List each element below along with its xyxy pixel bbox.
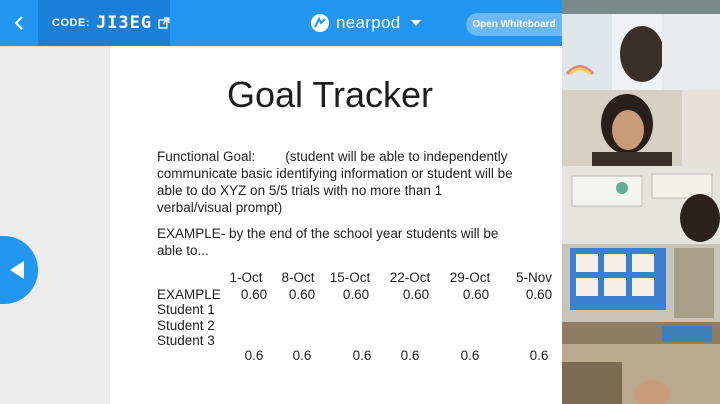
slide-area — [0, 46, 562, 404]
video-tile[interactable] — [562, 0, 720, 14]
video-tile[interactable] — [562, 166, 720, 244]
row-label: Student 2 — [157, 318, 215, 333]
goal-line: Functional Goal: (student will be able to independently — [157, 149, 508, 164]
row-label: Student 3 — [157, 333, 215, 348]
participant-video — [562, 14, 720, 90]
example-line: EXAMPLE- by the end of the school year students will be — [157, 226, 499, 241]
caret-down-icon — [411, 20, 421, 26]
table-cell: 0.60 — [462, 287, 490, 302]
goal-line: verbal/visual prompt) — [157, 200, 283, 215]
prev-slide-button[interactable] — [0, 236, 38, 304]
date-header: 22-Oct — [389, 270, 431, 285]
chevron-left-icon — [14, 15, 24, 31]
brand-menu[interactable] — [310, 0, 421, 46]
table-cell: 0.6 — [292, 348, 312, 363]
video-tile[interactable] — [562, 322, 720, 404]
table-cell: 0.6 — [400, 348, 420, 363]
table-cell: 0.60 — [402, 287, 430, 302]
video-tile[interactable] — [562, 90, 720, 166]
table-cell: 0.60 — [240, 287, 268, 302]
table-cell: 0.60 — [342, 287, 370, 302]
participant-video — [562, 166, 720, 244]
functional-goal-text — [157, 148, 577, 216]
triangle-left-icon — [10, 261, 24, 279]
table-cell: 0.6 — [244, 348, 264, 363]
open-whiteboard-button[interactable]: Open Whiteboard — [466, 13, 562, 36]
external-link-icon — [158, 17, 170, 29]
goal-line: able to do XYZ on 5/5 trials with no more than 1 — [157, 183, 443, 198]
brand-name: nearpod — [336, 13, 401, 32]
table-cell: 0.6 — [529, 348, 549, 363]
code-label: CODE: — [52, 17, 90, 29]
table-cell: 0.60 — [525, 287, 553, 302]
back-button[interactable] — [0, 0, 38, 46]
date-header: 1-Oct — [229, 270, 263, 285]
video-tile[interactable] — [562, 244, 720, 322]
join-code[interactable] — [38, 0, 170, 46]
row-label: EXAMPLE — [157, 287, 221, 302]
slide-title: Goal Tracker — [226, 74, 434, 115]
example-text — [157, 225, 557, 259]
table-cell: 0.60 — [288, 287, 316, 302]
participant-video — [562, 322, 720, 404]
date-header: 29-Oct — [449, 270, 491, 285]
table-cell: 0.6 — [352, 348, 372, 363]
participant-video — [562, 90, 720, 166]
participant-video — [562, 244, 720, 322]
goal-line: communicate basic identifying information or student will be — [157, 166, 513, 181]
example-line: able to... — [157, 243, 209, 258]
top-bar — [0, 0, 562, 46]
date-header: 5-Nov — [515, 270, 552, 285]
row-label: Student 1 — [157, 302, 215, 317]
nearpod-logo-icon — [310, 13, 330, 33]
date-header: 15-Oct — [329, 270, 371, 285]
video-tile[interactable] — [562, 14, 720, 90]
date-header: 8-Oct — [281, 270, 315, 285]
table-cell: 0.6 — [460, 348, 480, 363]
code-value: JI3EG — [95, 13, 153, 33]
slide — [110, 46, 562, 404]
